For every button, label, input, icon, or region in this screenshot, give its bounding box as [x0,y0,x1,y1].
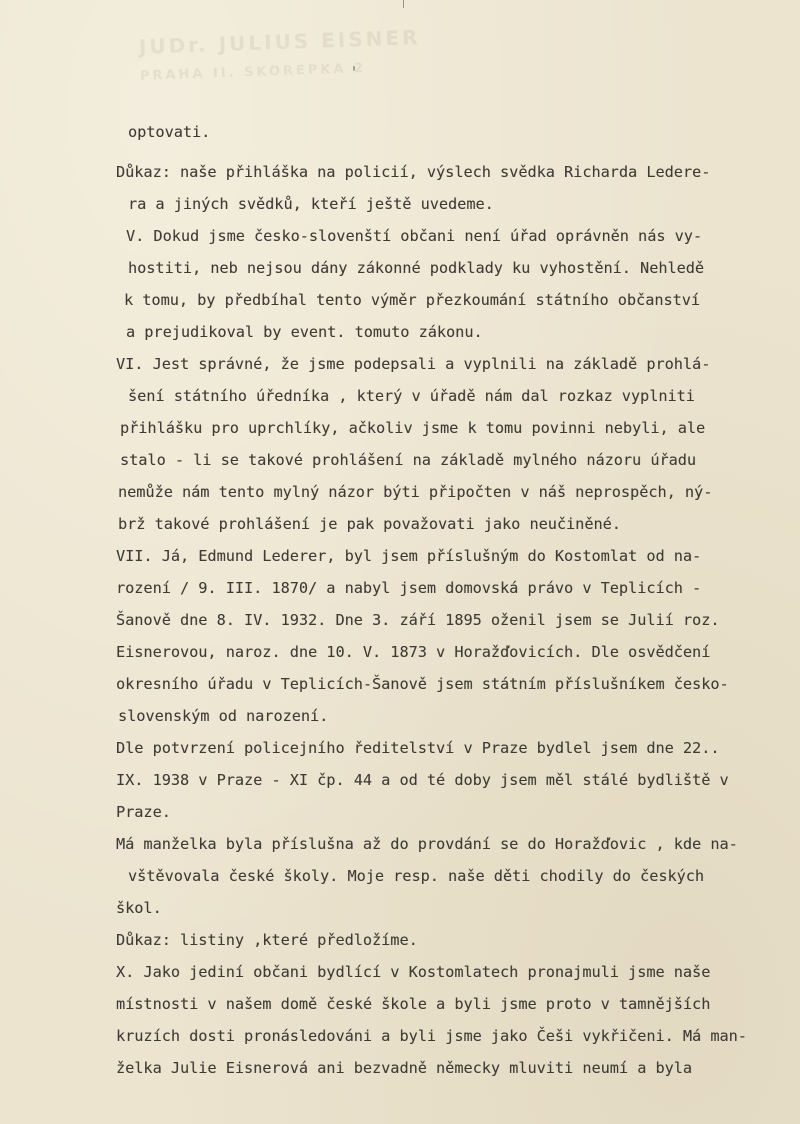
letterhead-watermark [139,25,422,125]
text-line-16: Šanově dne 8. IV. 1932. Dne 3. září 1895 oženil jsem se Julií roz. [116,611,720,629]
text-line-5: hostiti, neb nejsou dány zákonné podklady ku vyhostění. Nehledě [128,259,705,277]
text-line-19: slovenským od narození. [118,707,329,725]
text-line-22: Praze. [116,803,171,821]
text-line-26: Důkaz: listiny ,které předložíme. [116,931,418,949]
text-line-2: Důkaz: naše přihláška na policií, výslech svědka Richarda Ledere- [116,163,711,181]
text-line-9: šení státního úředníka , který v úřadě nám dal rozkaz vyplniti [128,387,695,405]
text-line-8: VI. Jest správné, že jsme podepsali a vyplnili na základě prohlá- [116,355,711,373]
text-line-27: X. Jako jediní občani bydlící v Kostomlatech pronajmuli jsme naše [116,963,711,981]
text-line-10: přihlášku pro uprchlíky, ačkoliv jsme k tomu povinni nebyli, ale [120,419,706,437]
text-line-7: a prejudikoval by event. tomuto zákonu. [126,323,483,341]
watermark-line-2: PRAHA II. SKOREPKA 2 [139,60,367,84]
text-line-23: Má manželka byla příslušna až do provdání se do Horažďovic , kde na- [116,835,738,853]
text-line-24: vštěvovala české školy. Moje resp. naše děti chodily do českých [128,867,705,885]
text-line-25: škol. [116,899,162,917]
text-line-12: nemůže nám tento mylný názor býti připočten v náš neprospěch, ný- [118,483,713,501]
text-line-18: okresního úřadu v Teplicích-Šanově jsem státním příslušníkem česko- [116,675,729,693]
text-line-1: optovati. [128,123,211,141]
text-line-14: VII. Já, Edmund Lederer, byl jsem příslušným do Kostomlat od na- [116,547,702,565]
text-line-17: Eisnerovou, naroz. dne 10. V. 1873 v Horažďovicích. Dle osvědčení [116,643,711,661]
text-line-3: ra a jiných svědků, kteří ještě uvedeme. [128,195,494,213]
text-line-29: kruzích dosti pronásledováni a byli jsme jako Češi vykřičeni. Má man- [116,1027,747,1045]
text-line-13: brž takové prohlášení je pak považovati jako neučiněné. [118,515,621,533]
text-line-28: místnosti v našem domě české škole a byli jsme proto v tamnějších [116,995,711,1013]
watermark-line-1: JUDr. JULIUS EISNER [138,25,421,59]
text-line-21: IX. 1938 v Praze - XI čp. 44 a od té doby jsem měl stálé bydliště v [116,771,729,789]
text-line-4: V. Dokud jsme česko-slovenští občani není úřad oprávněn nás vy- [126,227,703,245]
text-line-6: k tomu, by předbíhal tento výměr přezkoumání státního občanství [124,291,701,309]
text-line-30: želka Julie Eisnerová ani bezvadně německy mluviti neumí a byla [116,1059,693,1077]
text-line-15: rození / 9. III. 1870/ a nabyl jsem domovská právo v Teplicích - [116,579,702,597]
text-line-11: stalo - li se takové prohlášení na základě mylného názoru úřadu [120,451,697,469]
text-line-20: Dle potvrzení policejního ředitelství v Praze bydlel jsem dne 22.. [116,739,720,757]
page-edge-mark [403,0,404,8]
